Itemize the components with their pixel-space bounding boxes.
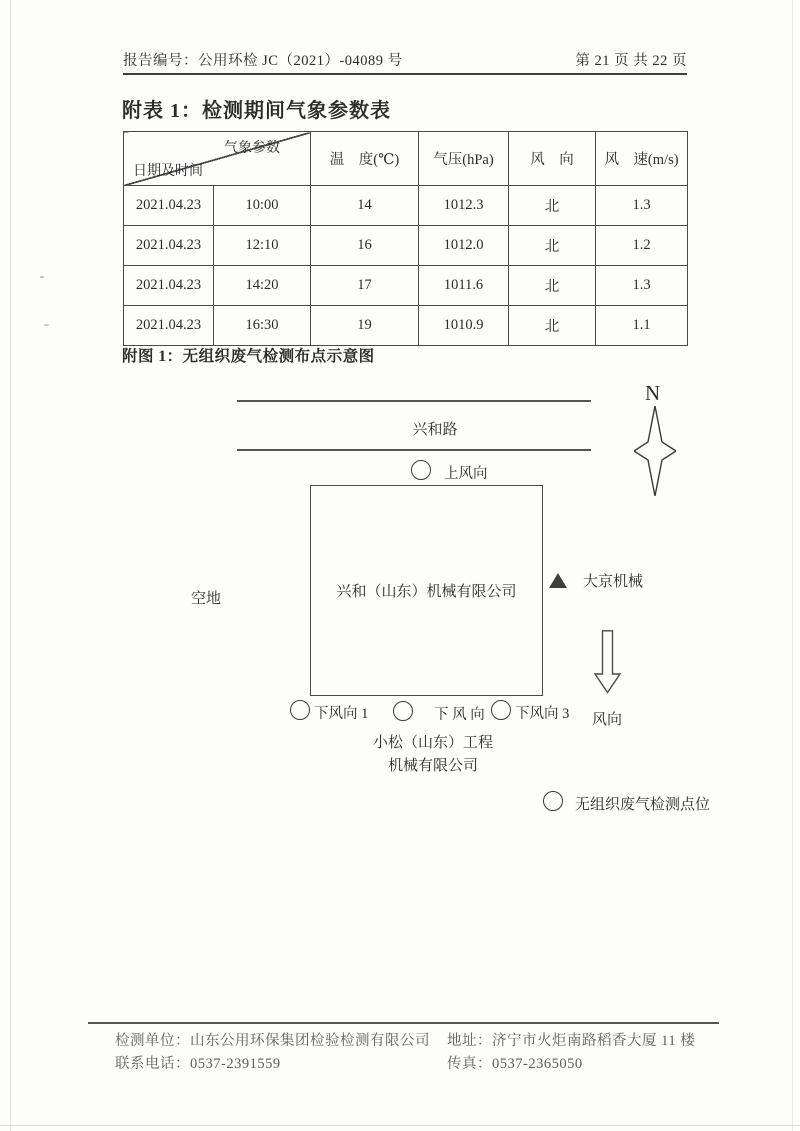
table-row bbox=[124, 186, 688, 226]
cell-pressure: 1012.3 bbox=[419, 186, 509, 226]
cell-wind-speed: 1.2 bbox=[596, 226, 688, 266]
neighbor-east-label: 大京机械 bbox=[583, 574, 644, 590]
cell-time: 14:20 bbox=[214, 266, 311, 306]
footer-phone: 联系电话：0537-2391559 bbox=[115, 1056, 281, 1072]
neighbor-south-label bbox=[353, 732, 513, 779]
cell-temp: 16 bbox=[311, 226, 419, 266]
footer-org: 检测单位：山东公用环保集团检验检测有限公司 bbox=[115, 1033, 430, 1049]
cell-pressure: 1010.9 bbox=[419, 306, 509, 346]
neighbor-triangle-marker-icon bbox=[549, 573, 567, 588]
road-bottom-line bbox=[237, 449, 591, 451]
cell-temp: 17 bbox=[311, 266, 419, 306]
cell-wind-speed: 1.3 bbox=[596, 266, 688, 306]
neighbor-south-line1: 小松（山东）工程 bbox=[372, 735, 493, 751]
factory-name-label: 兴和（山东）机械有限公司 bbox=[336, 584, 517, 600]
scan-speck bbox=[44, 324, 49, 326]
header-wind-speed: 风 速(m/s) bbox=[596, 132, 688, 186]
scan-edge-right bbox=[792, 0, 793, 1131]
footer-address: 地址：济宁市火炬南路稻香大厦 11 楼 bbox=[447, 1033, 696, 1049]
downwind1-monitoring-point-icon bbox=[290, 700, 310, 720]
compass-north-icon bbox=[634, 406, 676, 496]
neighbor-south-line2: 机械有限公司 bbox=[387, 758, 478, 775]
scan-speck bbox=[40, 276, 44, 278]
cell-date: 2021.04.23 bbox=[124, 306, 214, 346]
cell-date: 2021.04.23 bbox=[124, 186, 214, 226]
header-date-time: 日期及时间 bbox=[133, 164, 203, 179]
cell-time: 10:00 bbox=[214, 186, 311, 226]
table-header-row bbox=[124, 132, 688, 186]
factory-boundary bbox=[310, 485, 543, 696]
header-wind-direction: 风 向 bbox=[509, 132, 596, 186]
cell-wind-dir: 北 bbox=[509, 226, 596, 266]
footer-rule bbox=[88, 1022, 719, 1024]
road-name-label: 兴和路 bbox=[412, 422, 458, 438]
legend-monitoring-point-icon bbox=[543, 791, 563, 811]
cell-pressure: 1012.0 bbox=[419, 226, 509, 266]
table-row bbox=[124, 226, 688, 266]
cell-time: 12:10 bbox=[214, 226, 311, 266]
header-temperature: 温 度(℃) bbox=[311, 132, 419, 186]
cell-temp: 19 bbox=[311, 306, 419, 346]
cell-wind-speed: 1.3 bbox=[596, 186, 688, 226]
vacant-lot-label: 空地 bbox=[191, 591, 222, 607]
wind-direction-label: 风向 bbox=[592, 712, 623, 728]
footer-fax: 传真：0537-2365050 bbox=[447, 1056, 583, 1072]
cell-wind-dir: 北 bbox=[509, 306, 596, 346]
page-header bbox=[123, 49, 687, 70]
header-weather-params: 气象参数 bbox=[224, 141, 280, 156]
downwind3-label: 下风向 3 bbox=[515, 706, 570, 722]
scan-edge-left bbox=[10, 0, 11, 1131]
header-pressure: 气压(hPa) bbox=[419, 132, 509, 186]
weather-table bbox=[123, 131, 688, 346]
cell-time: 16:30 bbox=[214, 306, 311, 346]
cell-wind-dir: 北 bbox=[509, 266, 596, 306]
cell-wind-dir: 北 bbox=[509, 186, 596, 226]
report-number: 报告编号：公用环检 JC（2021）-04089 号 bbox=[123, 53, 403, 69]
scan-edge-bottom bbox=[0, 1125, 800, 1126]
diagonal-header-cell bbox=[124, 132, 311, 186]
cell-temp: 14 bbox=[311, 186, 419, 226]
upwind-label: 上风向 bbox=[444, 466, 488, 482]
downwind2-monitoring-point-icon bbox=[393, 701, 413, 721]
table-row bbox=[124, 306, 688, 346]
figure-caption: 附图 1：无组织废气检测布点示意图 bbox=[122, 348, 375, 365]
road-top-line bbox=[237, 400, 591, 402]
header-rule bbox=[123, 73, 687, 75]
legend-label: 无组织废气检测点位 bbox=[575, 797, 711, 813]
downwind3-monitoring-point-icon bbox=[491, 700, 511, 720]
cell-date: 2021.04.23 bbox=[124, 266, 214, 306]
upwind-monitoring-point-icon bbox=[411, 460, 431, 480]
downwind2-label: 下 风 向 bbox=[434, 707, 485, 723]
cell-date: 2021.04.23 bbox=[124, 226, 214, 266]
table-title: 附表 1：检测期间气象参数表 bbox=[122, 100, 391, 122]
downwind1-label: 下风向 1 bbox=[314, 706, 369, 722]
table-row bbox=[124, 266, 688, 306]
page-number: 第 21 页 共 22 页 bbox=[575, 53, 687, 69]
cell-wind-speed: 1.1 bbox=[596, 306, 688, 346]
wind-direction-arrow-icon bbox=[594, 630, 621, 694]
compass-north-label: N bbox=[645, 381, 661, 405]
cell-pressure: 1011.6 bbox=[419, 266, 509, 306]
